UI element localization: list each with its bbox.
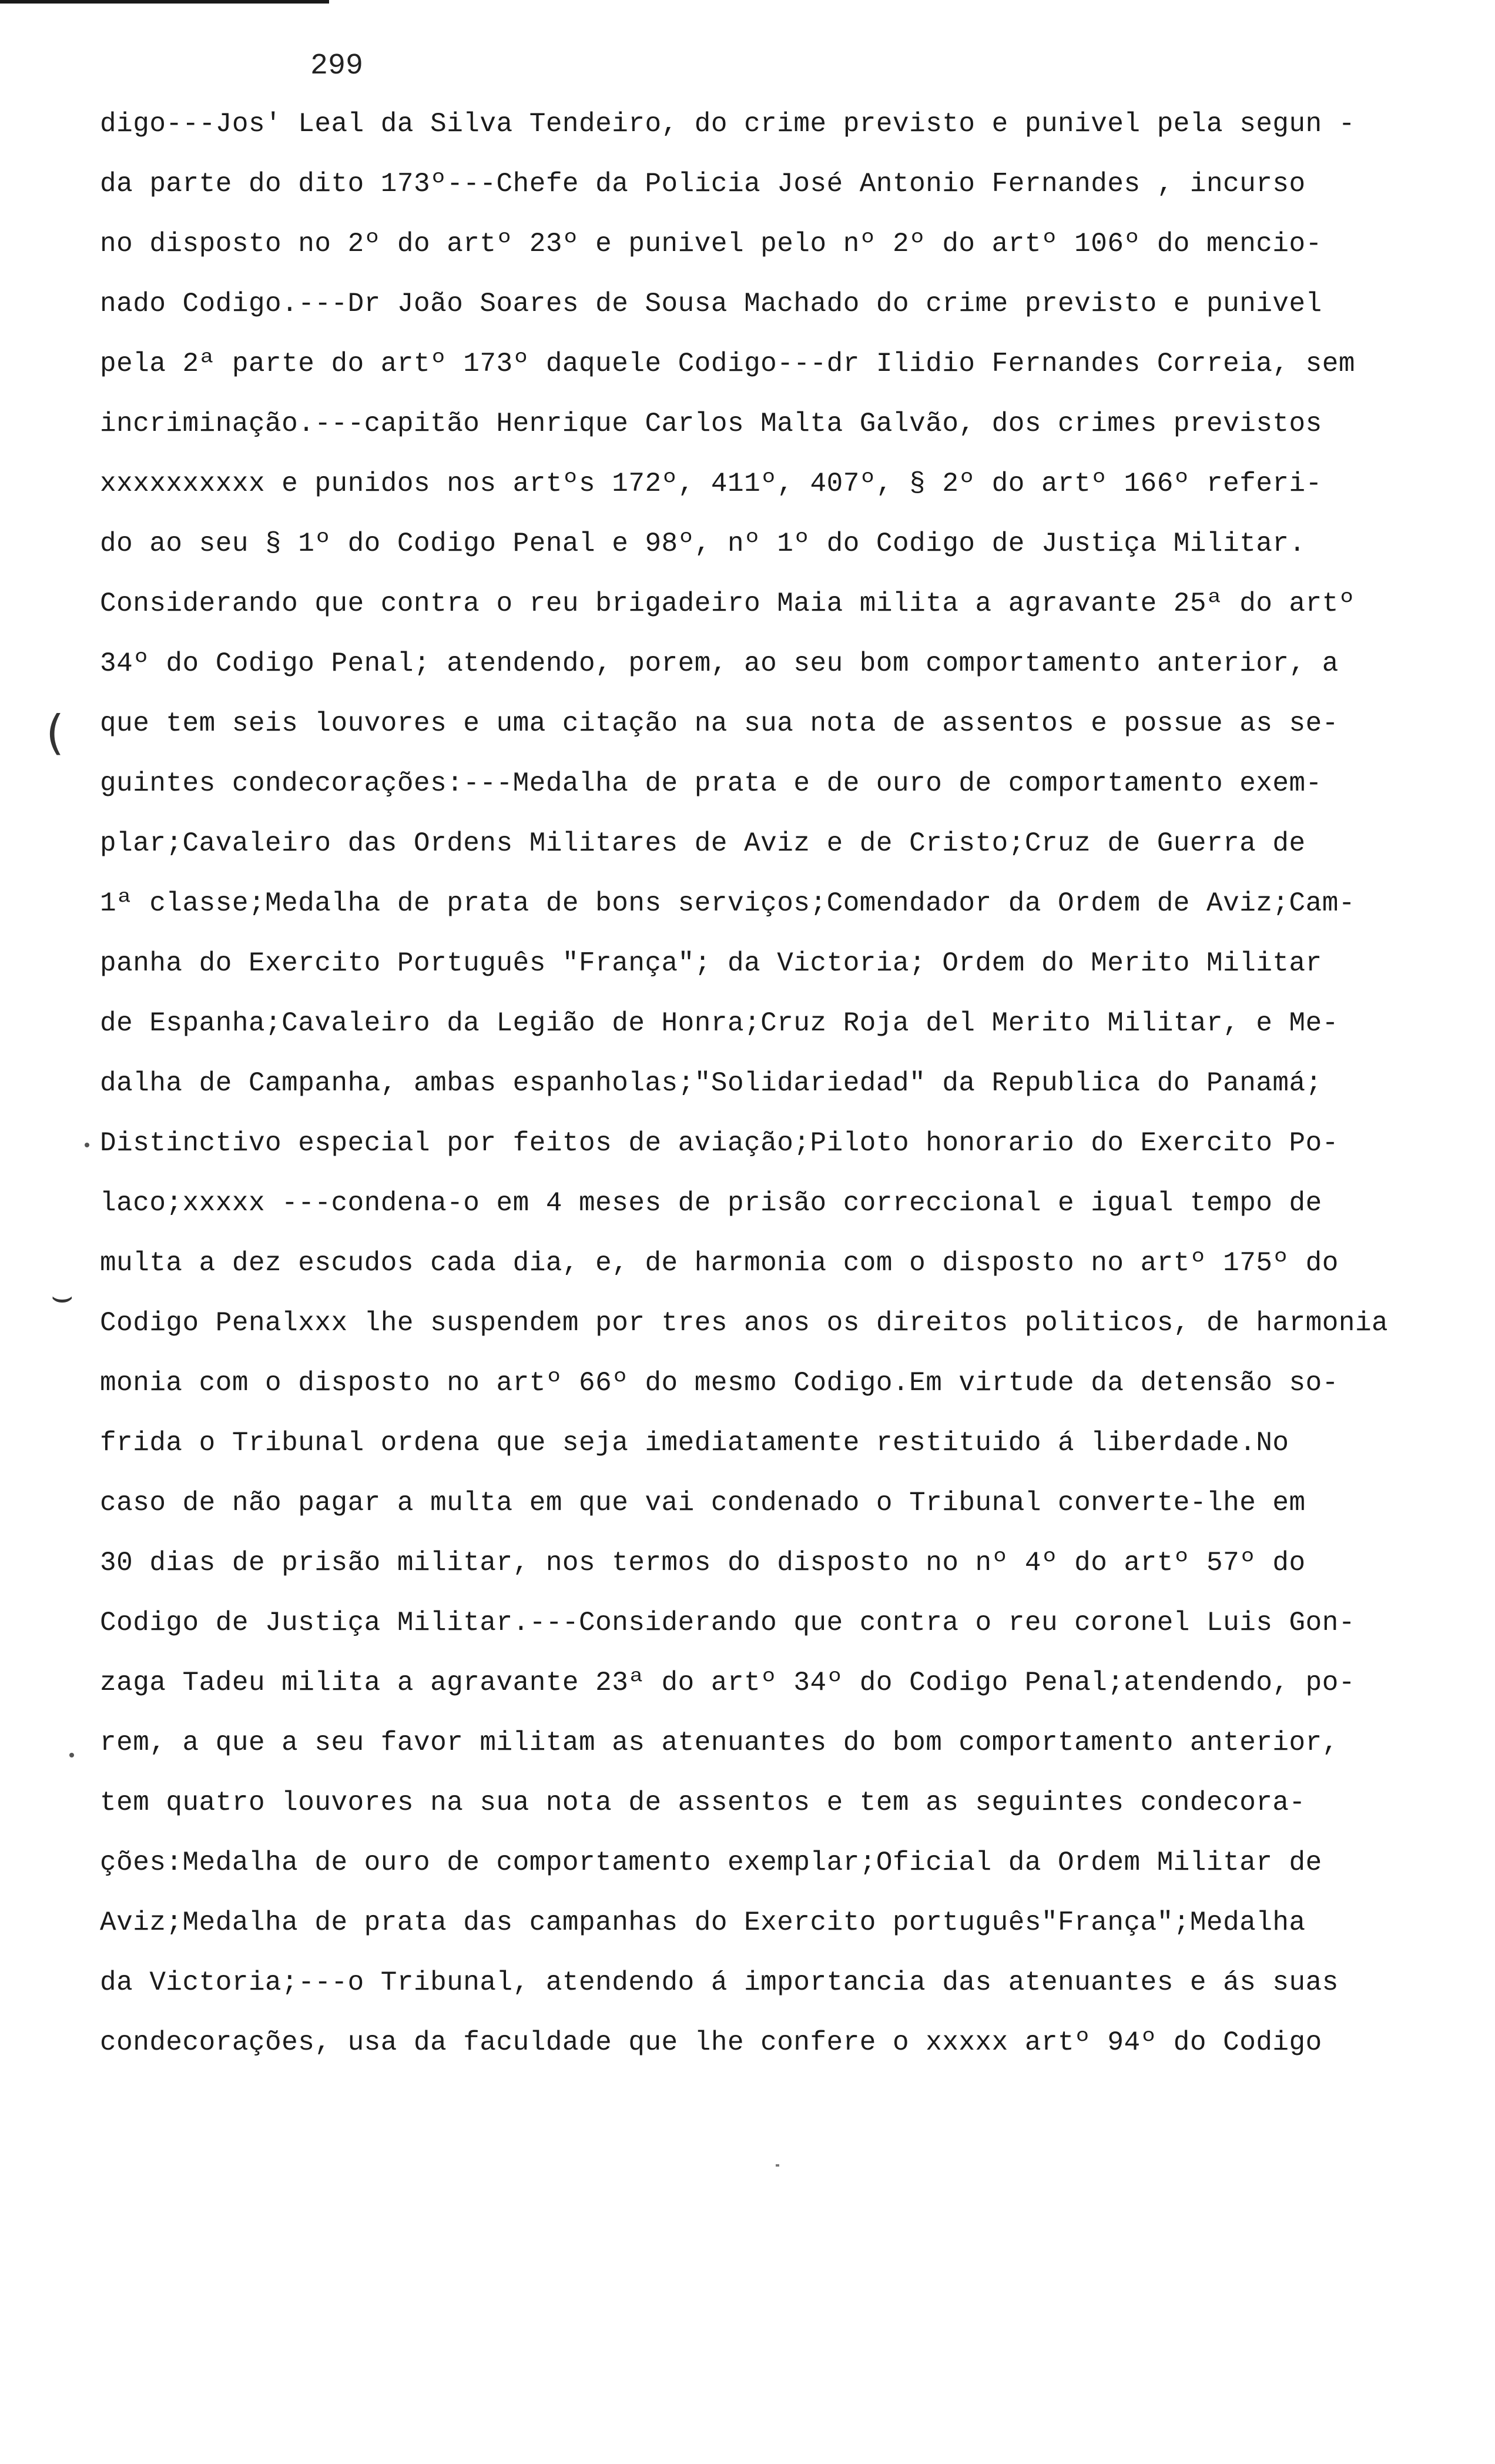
text-line: condecorações, usa da faculdade que lhe confere o xxxxx artº 94º do Codigo: [100, 2027, 1322, 2058]
text-line: nado Codigo.---Dr João Soares de Sousa Machado do crime previsto e punivel: [100, 289, 1322, 319]
text-line: do ao seu § 1º do Codigo Penal e 98º, nº 1º do Codigo de Justiça Militar.: [100, 528, 1306, 559]
text-line: que tem seis louvores e uma citação na sua nota de assentos e possue as se-: [100, 708, 1339, 739]
text-line: laco;xxxxx ---condena-o em 4 meses de prisão correccional e igual tempo de: [100, 1188, 1322, 1218]
text-line: Aviz;Medalha de prata das campanhas do Exercito português"França";Medalha: [100, 1907, 1306, 1938]
text-line: Codigo de Justiça Militar.---Considerando que contra o reu coronel Luis Gon-: [100, 1608, 1355, 1638]
scan-speck: [776, 2164, 779, 2167]
text-line: da parte do dito 173º---Chefe da Policia José Antonio Fernandes , incurso: [100, 169, 1306, 199]
text-line: dalha de Campanha, ambas espanholas;"Solidariedad" da Republica do Panamá;: [100, 1068, 1322, 1099]
text-line: de Espanha;Cavaleiro da Legião de Honra;Cruz Roja del Merito Militar, e Me-: [100, 1008, 1339, 1039]
text-line: ções:Medalha de ouro de comportamento exemplar;Oficial da Ordem Militar de: [100, 1847, 1322, 1878]
text-line: panha do Exercito Português "França"; da Victoria; Ordem do Merito Militar: [100, 948, 1322, 979]
margin-dot: [69, 1753, 74, 1757]
text-line: digo---Jos' Leal da Silva Tendeiro, do crime previsto e punivel pela segun -: [100, 109, 1355, 139]
text-line: 30 dias de prisão militar, nos termos do disposto no nº 4º do artº 57º do: [100, 1548, 1306, 1578]
text-line: guintes condecorações:---Medalha de prata e de ouro de comportamento exem-: [100, 768, 1322, 799]
text-line: plar;Cavaleiro das Ordens Militares de Aviz e de Cristo;Cruz de Guerra de: [100, 828, 1306, 859]
margin-dot: [85, 1143, 89, 1147]
text-line: 1ª classe;Medalha de prata de bons serviços;Comendador da Ordem de Aviz;Cam-: [100, 888, 1355, 919]
margin-bracket-mark: (: [46, 705, 65, 760]
text-line: multa a dez escudos cada dia, e, de harmonia com o disposto no artº 175º do: [100, 1248, 1339, 1278]
typed-text-body: [100, 94, 1452, 2073]
top-edge-rule: [0, 0, 329, 4]
text-line: 34º do Codigo Penal; atendendo, porem, ao seu bom comportamento anterior, a: [100, 648, 1339, 679]
text-line: rem, a que a seu favor militam as atenuantes do bom comportamento anterior,: [100, 1728, 1339, 1758]
text-line: frida o Tribunal ordena que seja imediatamente restituido á liberdade.No: [100, 1428, 1289, 1458]
text-line: xxxxxxxxxx e punidos nos artºs 172º, 411º, 407º, § 2º do artº 166º referi-: [100, 468, 1322, 499]
text-line: Distinctivo especial por feitos de aviação;Piloto honorario do Exercito Po-: [100, 1128, 1339, 1159]
text-line: monia com o disposto no artº 66º do mesmo Codigo.Em virtude da detensão so-: [100, 1368, 1339, 1398]
text-line: zaga Tadeu milita a agravante 23ª do artº 34º do Codigo Penal;atendendo, po-: [100, 1668, 1355, 1698]
text-line: Considerando que contra o reu brigadeiro Maia milita a agravante 25ª do artº: [100, 588, 1355, 619]
text-line: pela 2ª parte do artº 173º daquele Codigo---dr Ilidio Fernandes Correia, sem: [100, 349, 1355, 379]
text-line: incriminação.---capitão Henrique Carlos Malta Galvão, dos crimes previstos: [100, 409, 1322, 439]
text-line: tem quatro louvores na sua nota de assentos e tem as seguintes condecora-: [100, 1787, 1306, 1818]
text-line: caso de não pagar a multa em que vai condenado o Tribunal converte-lhe em: [100, 1488, 1306, 1518]
text-line: Codigo Penalxxx lhe suspendem por tres anos os direitos politicos, de harmonia: [100, 1308, 1389, 1338]
page-number: 299: [310, 49, 364, 83]
margin-tick-mark: ⌣: [51, 1275, 74, 1317]
text-line: no disposto no 2º do artº 23º e punivel pelo nº 2º do artº 106º do mencio-: [100, 229, 1322, 259]
text-line: da Victoria;---o Tribunal, atendendo á importancia das atenuantes e ás suas: [100, 1967, 1339, 1998]
